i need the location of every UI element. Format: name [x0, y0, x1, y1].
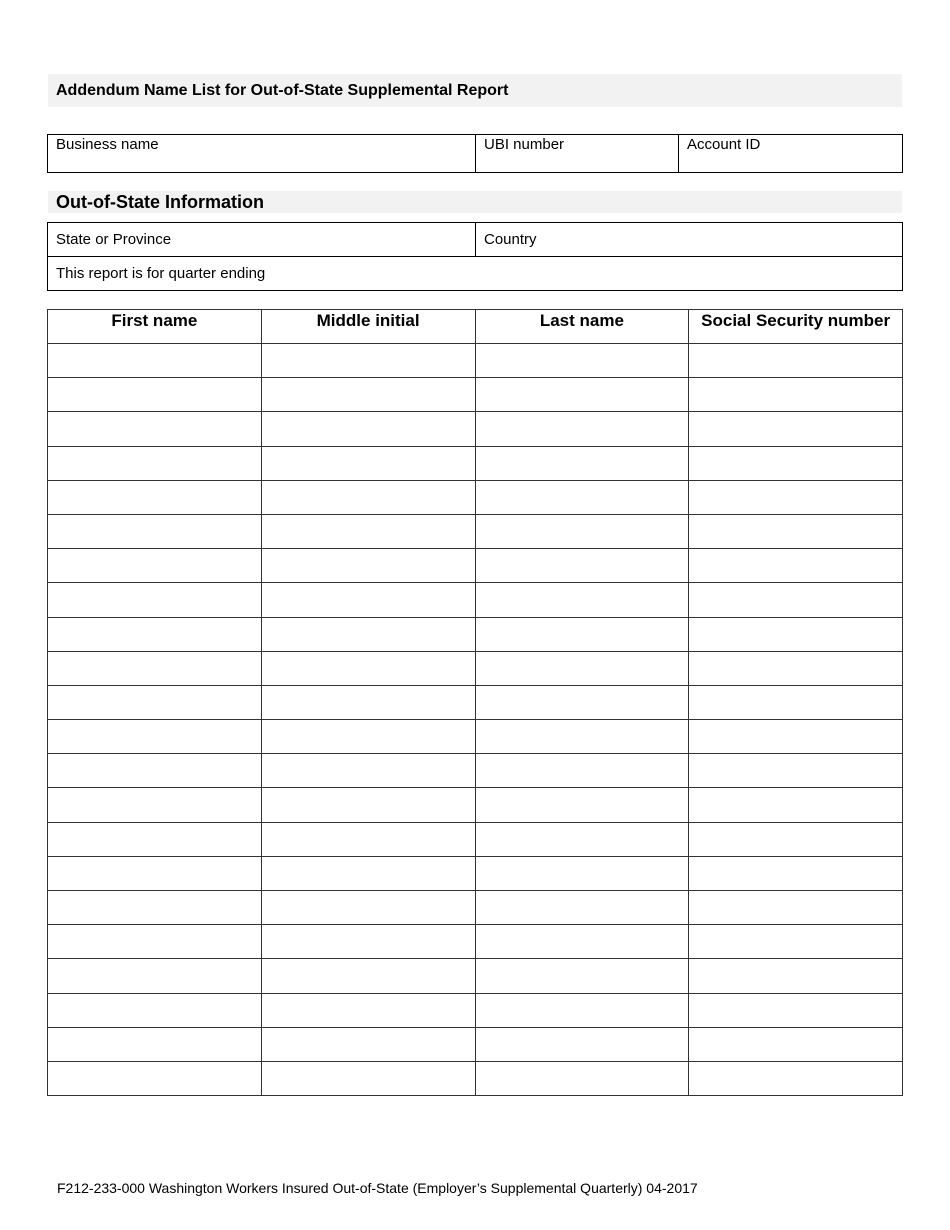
ssn-cell[interactable]: [689, 856, 903, 890]
first-name-cell[interactable]: [48, 583, 262, 617]
table-row: [48, 549, 903, 583]
ssn-cell[interactable]: [689, 788, 903, 822]
first-name-cell[interactable]: [48, 993, 262, 1027]
table-row: [48, 856, 903, 890]
middle-initial-cell[interactable]: [261, 925, 475, 959]
first-name-cell[interactable]: [48, 412, 262, 446]
table-row: [48, 1061, 903, 1095]
first-name-cell[interactable]: [48, 720, 262, 754]
last-name-cell[interactable]: [475, 651, 689, 685]
column-header-middle-initial: Middle initial: [261, 310, 475, 344]
form-title: Addendum Name List for Out-of-State Supplemental Report: [48, 74, 902, 107]
table-row: [48, 685, 903, 719]
ssn-cell[interactable]: [689, 685, 903, 719]
table-row: [48, 514, 903, 548]
ssn-cell[interactable]: [689, 993, 903, 1027]
ssn-cell[interactable]: [689, 891, 903, 925]
first-name-cell[interactable]: [48, 788, 262, 822]
first-name-cell[interactable]: [48, 925, 262, 959]
middle-initial-cell[interactable]: [261, 378, 475, 412]
table-header-row: [48, 310, 903, 344]
ssn-cell[interactable]: [689, 446, 903, 480]
country-field[interactable]: [476, 223, 902, 256]
table-row: [48, 412, 903, 446]
middle-initial-cell[interactable]: [261, 1027, 475, 1061]
table-row: [48, 583, 903, 617]
middle-initial-cell[interactable]: [261, 822, 475, 856]
state-or-province-label: State or Province: [56, 231, 172, 248]
middle-initial-cell[interactable]: [261, 720, 475, 754]
first-name-cell[interactable]: [48, 480, 262, 514]
first-name-cell[interactable]: [48, 959, 262, 993]
last-name-cell[interactable]: [475, 822, 689, 856]
last-name-cell[interactable]: [475, 344, 689, 378]
table-row: [48, 617, 903, 651]
middle-initial-cell[interactable]: [261, 514, 475, 548]
table-row: [48, 822, 903, 856]
name-list-table: [47, 309, 903, 1096]
ssn-cell[interactable]: [689, 344, 903, 378]
column-header-first-name: First name: [48, 310, 262, 344]
last-name-cell[interactable]: [475, 993, 689, 1027]
ubi-number-field[interactable]: [476, 135, 679, 172]
middle-initial-cell[interactable]: [261, 1061, 475, 1095]
location-row: [48, 223, 902, 257]
column-header-last-name: Last name: [475, 310, 689, 344]
table-row: [48, 993, 903, 1027]
first-name-cell[interactable]: [48, 378, 262, 412]
first-name-cell[interactable]: [48, 617, 262, 651]
ssn-cell[interactable]: [689, 583, 903, 617]
last-name-cell[interactable]: [475, 514, 689, 548]
ssn-cell[interactable]: [689, 651, 903, 685]
middle-initial-cell[interactable]: [261, 480, 475, 514]
ssn-cell[interactable]: [689, 480, 903, 514]
ssn-cell[interactable]: [689, 378, 903, 412]
middle-initial-cell[interactable]: [261, 891, 475, 925]
form-footer: F212-233-000 Washington Workers Insured Out-of-State (Employer’s Supplemental Quarterly) 04-2017: [57, 1180, 698, 1196]
ssn-cell[interactable]: [689, 720, 903, 754]
last-name-cell[interactable]: [475, 720, 689, 754]
first-name-cell[interactable]: [48, 1061, 262, 1095]
last-name-cell[interactable]: [475, 925, 689, 959]
table-row: [48, 891, 903, 925]
first-name-cell[interactable]: [48, 651, 262, 685]
first-name-cell[interactable]: [48, 754, 262, 788]
business-name-label: Business name: [56, 136, 159, 153]
last-name-cell[interactable]: [475, 617, 689, 651]
first-name-cell[interactable]: [48, 446, 262, 480]
last-name-cell[interactable]: [475, 959, 689, 993]
state-or-province-field[interactable]: [48, 223, 476, 256]
ssn-cell[interactable]: [689, 959, 903, 993]
country-label: Country: [484, 231, 537, 248]
middle-initial-cell[interactable]: [261, 617, 475, 651]
table-row: [48, 959, 903, 993]
table-row: [48, 720, 903, 754]
first-name-cell[interactable]: [48, 514, 262, 548]
out-of-state-heading: Out-of-State Information: [48, 191, 902, 213]
table-row: [48, 788, 903, 822]
ssn-cell[interactable]: [689, 822, 903, 856]
account-id-label: Account ID: [687, 136, 761, 153]
middle-initial-cell[interactable]: [261, 788, 475, 822]
ssn-cell[interactable]: [689, 412, 903, 446]
first-name-cell[interactable]: [48, 549, 262, 583]
column-header-ssn: Social Security number: [689, 310, 903, 344]
last-name-cell[interactable]: [475, 856, 689, 890]
table-row: [48, 446, 903, 480]
ssn-cell[interactable]: [689, 549, 903, 583]
middle-initial-cell[interactable]: [261, 583, 475, 617]
table-row: [48, 378, 903, 412]
last-name-cell[interactable]: [475, 1027, 689, 1061]
middle-initial-cell[interactable]: [261, 754, 475, 788]
middle-initial-cell[interactable]: [261, 446, 475, 480]
middle-initial-cell[interactable]: [261, 856, 475, 890]
table-row: [48, 651, 903, 685]
last-name-cell[interactable]: [475, 446, 689, 480]
out-of-state-info-box: [47, 222, 903, 291]
ssn-cell[interactable]: [689, 617, 903, 651]
last-name-cell[interactable]: [475, 378, 689, 412]
ssn-cell[interactable]: [689, 1027, 903, 1061]
first-name-cell[interactable]: [48, 344, 262, 378]
middle-initial-cell[interactable]: [261, 651, 475, 685]
table-row: [48, 925, 903, 959]
first-name-cell[interactable]: [48, 1027, 262, 1061]
name-list-body: [48, 344, 903, 1096]
last-name-cell[interactable]: [475, 583, 689, 617]
table-row: [48, 480, 903, 514]
middle-initial-cell[interactable]: [261, 549, 475, 583]
middle-initial-cell[interactable]: [261, 959, 475, 993]
first-name-cell[interactable]: [48, 822, 262, 856]
last-name-cell[interactable]: [475, 480, 689, 514]
last-name-cell[interactable]: [475, 1061, 689, 1095]
middle-initial-cell[interactable]: [261, 993, 475, 1027]
first-name-cell[interactable]: [48, 856, 262, 890]
last-name-cell[interactable]: [475, 685, 689, 719]
quarter-ending-label: This report is for quarter ending: [56, 265, 266, 282]
last-name-cell[interactable]: [475, 754, 689, 788]
ssn-cell[interactable]: [689, 754, 903, 788]
last-name-cell[interactable]: [475, 788, 689, 822]
middle-initial-cell[interactable]: [261, 685, 475, 719]
first-name-cell[interactable]: [48, 685, 262, 719]
account-id-field[interactable]: [679, 135, 902, 172]
middle-initial-cell[interactable]: [261, 412, 475, 446]
first-name-cell[interactable]: [48, 891, 262, 925]
last-name-cell[interactable]: [475, 412, 689, 446]
business-name-field[interactable]: [48, 135, 476, 172]
last-name-cell[interactable]: [475, 549, 689, 583]
ubi-number-label: UBI number: [484, 136, 565, 153]
ssn-cell[interactable]: [689, 925, 903, 959]
quarter-ending-field[interactable]: [48, 257, 902, 290]
table-row: [48, 344, 903, 378]
middle-initial-cell[interactable]: [261, 344, 475, 378]
business-info-row: [47, 134, 903, 173]
last-name-cell[interactable]: [475, 891, 689, 925]
table-row: [48, 1027, 903, 1061]
ssn-cell[interactable]: [689, 514, 903, 548]
table-row: [48, 754, 903, 788]
ssn-cell[interactable]: [689, 1061, 903, 1095]
